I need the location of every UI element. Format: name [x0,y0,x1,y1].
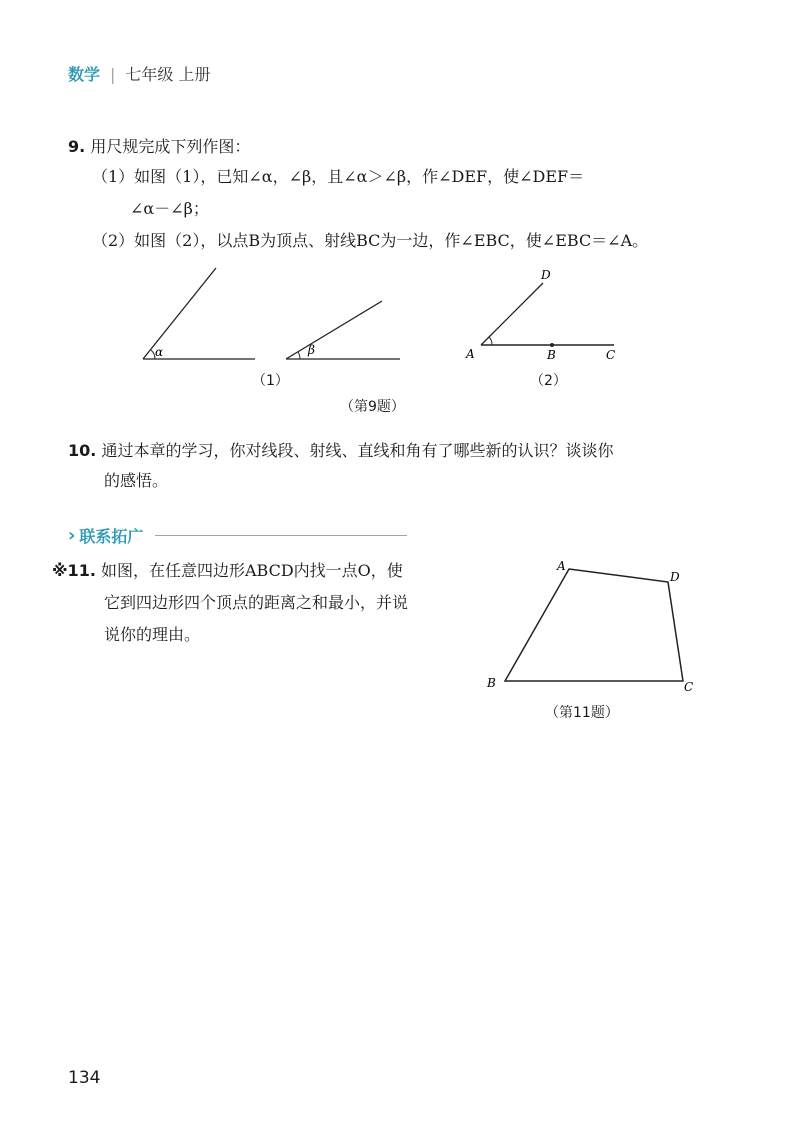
header-separator: | [110,65,116,84]
question-11-line2: 它到四边形四个顶点的距离之和最小，并说 [104,593,409,612]
angle-alpha-figure [143,268,255,359]
label-B: B [487,676,496,690]
question-10-number: 10. [68,441,97,460]
question-9-stem [68,132,250,162]
figure-11 [480,556,700,696]
question-9-text: 用尺规完成下列作图： [90,137,251,156]
figure-9-2-caption: （2） [530,373,567,389]
figure-11-caption: （第11题） [545,705,619,721]
label-beta: β [308,343,315,357]
figure-9-1-caption: （1） [252,373,289,389]
point-B-dot [550,343,554,347]
label-alpha: α [155,345,164,359]
label-A: A [557,559,566,573]
chevron-right-icon: › [68,525,76,546]
question-10-line1: 通过本章的学习，你对线段、射线、直线和角有了哪些新的认识？谈谈你 [101,441,614,460]
header-subject: 数学 [68,65,101,84]
page-number: 134 [68,1068,101,1088]
page-header [68,62,211,85]
angle-A-figure [465,268,615,362]
question-9-part2: （2）如图（2），以点B为顶点、射线BC为一边，作∠EBC，使∠EBC＝∠A。 [92,231,649,250]
question-11-line3: 说你的理由。 [104,625,201,644]
question-10 [68,436,708,466]
question-11-number: ※11. [52,561,96,580]
figure-9-caption: （第9题） [340,399,405,415]
section-divider [155,535,407,536]
label-D: D [541,268,551,282]
header-grade: 七年级 上册 [125,65,211,84]
label-B: B [547,348,556,362]
label-A: A [466,347,475,361]
question-11-line1: 如图，在任意四边形ABCD内找一点O，使 [101,561,403,580]
question-10-line2: 的感悟。 [104,471,169,490]
question-9-number: 9. [68,137,86,156]
label-D: D [670,570,680,584]
quadrilateral-ABCD [505,569,683,681]
question-9-part1-line1: （1）如图（1），已知∠α，∠β，且∠α＞∠β，作∠DEF，使∠DEF＝ [92,167,585,186]
section-title: 联系拓广 [79,527,144,546]
question-9-part1-line2: ∠α－∠β； [130,199,209,218]
question-11 [52,556,482,586]
section-header [68,524,407,547]
label-C: C [684,680,694,694]
label-C: C [606,348,616,362]
figure-9 [130,262,630,372]
angle-beta-figure [286,301,400,359]
